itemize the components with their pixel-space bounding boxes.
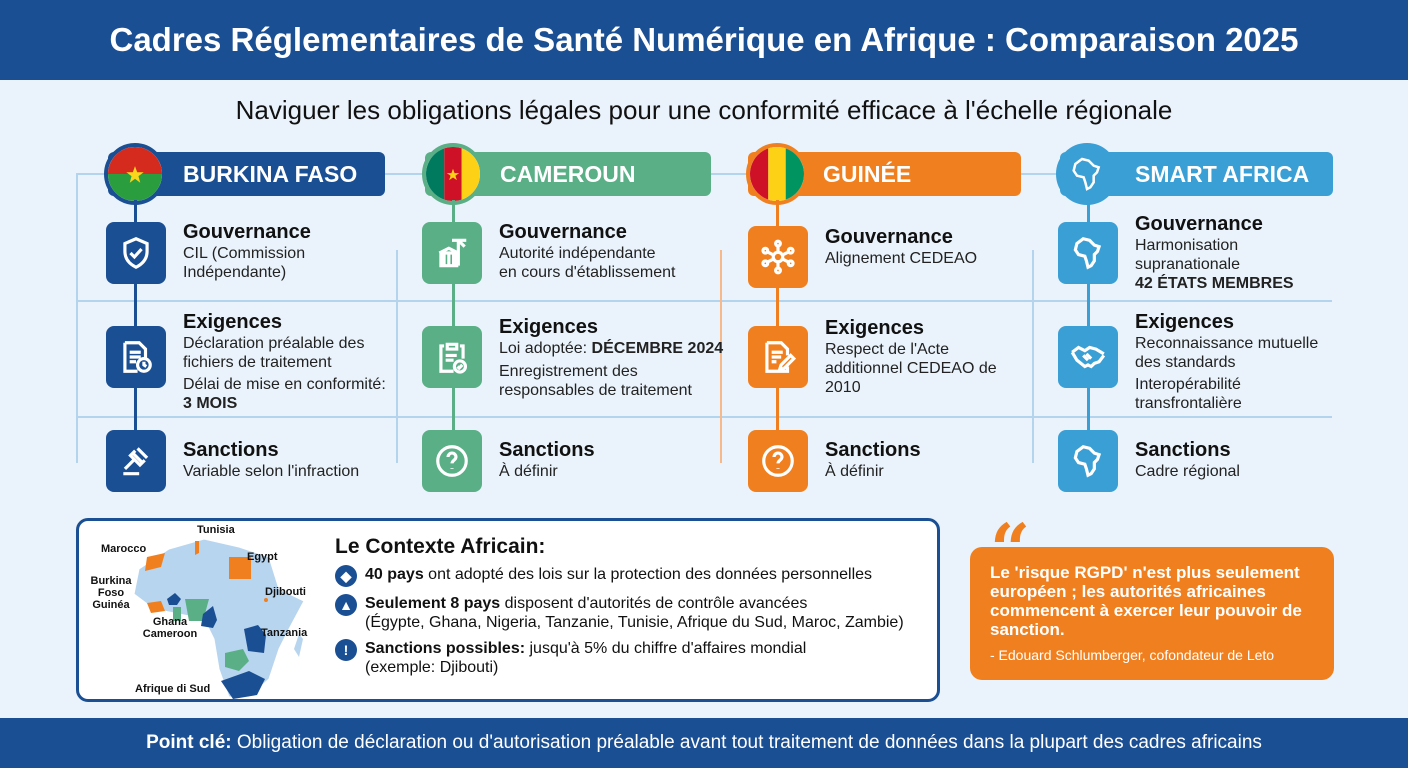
- handshake-icon: [1058, 326, 1118, 388]
- building-crane-icon: [422, 222, 482, 284]
- burkina-sanctions: Sanctions Variable selon l'infraction: [183, 439, 360, 480]
- map-label: Egypt: [247, 551, 278, 563]
- cameroun-sanctions: Sanctions À définir: [499, 439, 595, 480]
- quote-text: Le 'risque RGPD' n'est plus seulement européen ; les autorités africaines commencent à exercer leur pouvoir de sanction.: [990, 563, 1302, 639]
- burkina-faso-flag: [104, 143, 166, 205]
- map-label: Afrique di Sud: [135, 683, 211, 695]
- smart-africa-governance: Gouvernance Harmonisation supranationale 42 ÉTATS MEMBRES: [1135, 213, 1294, 292]
- context-bullets: [335, 565, 929, 677]
- smart-africa-sanctions: Sanctions Cadre régional: [1135, 439, 1240, 480]
- cameroon-flag: [422, 143, 484, 205]
- cameroun-governance: Gouvernance Autorité indépendante en cours d'établissement: [499, 221, 676, 281]
- page-title: Cadres Réglementaires de Santé Numérique en Afrique : Comparaison 2025: [0, 0, 1408, 80]
- network-icon: [748, 226, 808, 288]
- header-smart-africa: SMART AFRICA: [1060, 152, 1333, 196]
- shield-check-icon: [106, 222, 166, 284]
- authority-icon: ▲: [335, 594, 357, 616]
- burkina-requirements: Exigences Déclaration préalable des fichiers de traitement Délai de mise en conformité: 3 MOIS: [183, 311, 386, 412]
- header-burkina-faso: BURKINA FASO: [108, 152, 385, 196]
- guinee-sanctions: Sanctions À définir: [825, 439, 921, 480]
- context-title: Le Contexte Africain:: [335, 535, 546, 558]
- exclamation-icon: !: [335, 639, 357, 661]
- quote-mark-icon: “: [990, 508, 1031, 591]
- africa-map-icon: [1058, 222, 1118, 284]
- connector: [396, 250, 398, 463]
- guinea-flag: [746, 143, 808, 205]
- context-bullet: ! Sanctions possibles: jusqu'à 5% du chiffre d'affaires mondial (exemple: Djibouti): [335, 639, 929, 677]
- gavel-icon: [106, 430, 166, 492]
- map-label: Tanzania: [261, 627, 308, 639]
- document-pen-icon: [748, 326, 808, 388]
- africa-globe-icon: [1056, 143, 1118, 205]
- cameroun-requirements: Exigences Loi adoptée: DÉCEMBRE 2024 Enregistrement des responsables de traitement: [499, 316, 724, 399]
- burkina-governance: Gouvernance CIL (Commission Indépendante): [183, 221, 311, 281]
- quote-author: - Edouard Schlumberger, cofondateur de Leto: [990, 647, 1275, 663]
- clipboard-check-icon: [422, 326, 482, 388]
- header-cameroun: CAMEROUN: [425, 152, 711, 196]
- key-point-footer: Point clé: Obligation de déclaration ou d'autorisation préalable avant tout traitement de données dans la plupart des cadres africains: [0, 718, 1408, 768]
- context-bullet: ◆ 40 pays ont adopté des lois sur la protection des données personnelles: [335, 565, 929, 587]
- document-clock-icon: [106, 326, 166, 388]
- connector: [1032, 250, 1034, 463]
- map-label: Tunisia: [197, 524, 235, 536]
- guinee-requirements: Exigences Respect de l'Acte additionnel CEDEAO de 2010: [825, 317, 997, 396]
- african-context-panel: [76, 518, 940, 702]
- map-label: Marocco: [101, 543, 147, 555]
- header-guinee: GUINÉE: [748, 152, 1021, 196]
- guinee-governance: Gouvernance Alignement CEDEAO: [825, 226, 978, 267]
- map-label-ghana-cameroon: Ghana Cameroon: [142, 616, 198, 640]
- context-bullet: ▲ Seulement 8 pays disposent d'autorités de contrôle avancées (Égypte, Ghana, Nigeria, Tanzanie, Tunisie, Afrique du Sud, Maroc, Zambie): [335, 594, 929, 632]
- map-label-burkina: Burkina Foso Guinéa: [90, 575, 132, 611]
- question-icon: [748, 430, 808, 492]
- subtitle: Naviguer les obligations légales pour une conformité efficace à l'échelle régionale: [235, 95, 1173, 125]
- question-icon: [422, 430, 482, 492]
- map-label: Djibouti: [265, 586, 306, 598]
- smart-africa-requirements: Exigences Reconnaissance mutuelle des standards Interopérabilité transfrontalière: [1135, 311, 1319, 412]
- divider: [76, 300, 1332, 302]
- africa-icon: ◆: [335, 565, 357, 587]
- divider: [76, 416, 1332, 418]
- africa-map-icon: [1058, 430, 1118, 492]
- connector: [76, 173, 78, 463]
